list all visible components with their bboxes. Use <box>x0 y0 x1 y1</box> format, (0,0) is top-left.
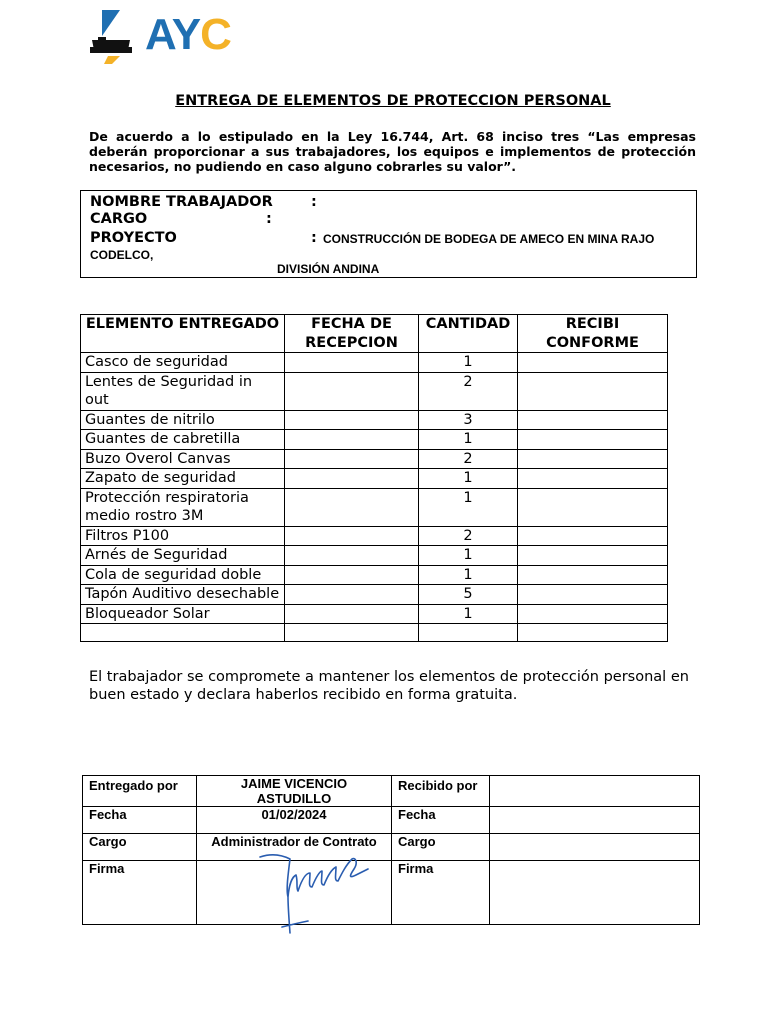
table-row <box>81 526 668 546</box>
received-ok-cell[interactable] <box>518 372 668 410</box>
table-row <box>81 410 668 430</box>
table-row <box>81 624 668 642</box>
cargo-label-right: Cargo <box>392 834 490 861</box>
logo-letter-a: A <box>145 10 172 59</box>
document-title: ENTREGA DE ELEMENTOS DE PROTECCION PERSONAL <box>175 93 611 109</box>
logo-letter-y: Y <box>171 10 201 59</box>
quantity-cell: 1 <box>419 488 518 526</box>
receipt-date-cell[interactable] <box>285 624 419 642</box>
column-header-date: FECHA DE RECEPCION <box>285 315 419 353</box>
delivered-by-value[interactable]: JAIME VICENCIO ASTUDILLO <box>197 776 392 807</box>
received-ok-cell[interactable] <box>518 565 668 585</box>
receipt-date-cell[interactable] <box>285 585 419 605</box>
table-row <box>81 430 668 450</box>
date-label: Fecha <box>83 807 197 834</box>
quantity-cell: 5 <box>419 585 518 605</box>
receipt-date-cell[interactable] <box>285 604 419 624</box>
quantity-cell: 1 <box>419 430 518 450</box>
logo-mark-icon <box>90 10 142 68</box>
received-ok-cell[interactable] <box>518 430 668 450</box>
date-value[interactable]: 01/02/2024 <box>197 807 392 834</box>
table-row <box>83 807 700 834</box>
receipt-date-cell[interactable] <box>285 430 419 450</box>
item-name-cell: Guantes de nitrilo <box>81 410 285 430</box>
date-label-right: Fecha <box>392 807 490 834</box>
received-ok-cell[interactable] <box>518 410 668 430</box>
commitment-paragraph: El trabajador se compromete a mantener los elementos de protección personal en buen estado y declara haberlos recibido en forma gratuita. <box>89 669 689 703</box>
received-ok-cell[interactable] <box>518 353 668 373</box>
table-header-row <box>81 315 668 353</box>
intro-paragraph: De acuerdo a lo estipulado en la Ley 16.744, Art. 68 inciso tres “Las empresas deberán proporcionar a sus trabajadores, los equipos e implementos de protección necesarios, no pudiendo en caso alguno cobrarles su valor”. <box>89 129 696 174</box>
received-ok-cell[interactable] <box>518 449 668 469</box>
worker-project-label: PROYECTO <box>90 230 177 246</box>
worker-name-colon: : <box>311 194 317 210</box>
table-row <box>81 604 668 624</box>
table-row <box>81 469 668 489</box>
quantity-cell: 1 <box>419 604 518 624</box>
item-name-cell: Lentes de Seguridad in out <box>81 372 285 410</box>
quantity-cell: 2 <box>419 526 518 546</box>
quantity-cell: 1 <box>419 469 518 489</box>
received-ok-cell[interactable] <box>518 526 668 546</box>
received-ok-cell[interactable] <box>518 469 668 489</box>
item-name-cell: Cola de seguridad doble <box>81 565 285 585</box>
item-name-cell: Bloqueador Solar <box>81 604 285 624</box>
column-header-quantity: CANTIDAD <box>419 315 518 353</box>
item-name-cell <box>81 624 285 642</box>
received-ok-cell[interactable] <box>518 488 668 526</box>
table-row <box>83 834 700 861</box>
received-ok-cell[interactable] <box>518 604 668 624</box>
receipt-date-cell[interactable] <box>285 353 419 373</box>
received-ok-cell[interactable] <box>518 585 668 605</box>
table-row <box>81 353 668 373</box>
worker-project-value-line2: CODELCO, <box>90 248 154 262</box>
quantity-cell: 1 <box>419 565 518 585</box>
quantity-cell <box>419 624 518 642</box>
cargo-value-right[interactable] <box>490 834 700 861</box>
receipt-date-cell[interactable] <box>285 488 419 526</box>
firma-label-right: Firma <box>392 861 490 925</box>
worker-cargo-label: CARGO <box>90 211 148 227</box>
table-row <box>83 861 700 925</box>
logo-letter-c: C <box>200 10 231 59</box>
table-row <box>83 776 700 807</box>
firma-value-right[interactable] <box>490 861 700 925</box>
received-ok-cell[interactable] <box>518 546 668 566</box>
signature-table <box>82 775 700 925</box>
item-name-cell: Zapato de seguridad <box>81 469 285 489</box>
receipt-date-cell[interactable] <box>285 526 419 546</box>
worker-info-box <box>80 190 697 278</box>
receipt-date-cell[interactable] <box>285 565 419 585</box>
receipt-date-cell[interactable] <box>285 469 419 489</box>
cargo-value[interactable]: Administrador de Contrato <box>197 834 392 861</box>
quantity-cell: 2 <box>419 449 518 469</box>
quantity-cell: 1 <box>419 546 518 566</box>
cargo-label: Cargo <box>83 834 197 861</box>
item-name-cell: Buzo Overol Canvas <box>81 449 285 469</box>
receipt-date-cell[interactable] <box>285 449 419 469</box>
item-name-cell: Protección respiratoria medio rostro 3M <box>81 488 285 526</box>
item-name-cell: Tapón Auditivo desechable <box>81 585 285 605</box>
worker-project-colon: : <box>311 230 317 246</box>
receipt-date-cell[interactable] <box>285 372 419 410</box>
quantity-cell: 2 <box>419 372 518 410</box>
table-row <box>81 565 668 585</box>
received-ok-cell[interactable] <box>518 624 668 642</box>
table-row <box>81 585 668 605</box>
received-by-value[interactable] <box>490 776 700 807</box>
worker-project-value-line3: DIVISIÓN ANDINA <box>277 262 380 276</box>
table-row <box>81 372 668 410</box>
item-name-cell: Arnés de Seguridad <box>81 546 285 566</box>
received-by-label: Recibido por <box>392 776 490 807</box>
ppe-items-table <box>80 314 668 642</box>
date-value-right[interactable] <box>490 807 700 834</box>
item-name-cell: Guantes de cabretilla <box>81 430 285 450</box>
table-row <box>81 488 668 526</box>
worker-project-value-line1: CONSTRUCCIÓN DE BODEGA DE AMECO EN MINA RAJO <box>323 232 655 246</box>
receipt-date-cell[interactable] <box>285 410 419 430</box>
receipt-date-cell[interactable] <box>285 546 419 566</box>
handwritten-signature <box>252 845 377 945</box>
quantity-cell: 1 <box>419 353 518 373</box>
firma-label: Firma <box>83 861 197 925</box>
worker-cargo-colon: : <box>266 211 272 227</box>
company-logo <box>90 10 250 68</box>
table-row <box>81 449 668 469</box>
column-header-element: ELEMENTO ENTREGADO <box>81 315 285 353</box>
delivered-by-label: Entregado por <box>83 776 197 807</box>
table-row <box>81 546 668 566</box>
item-name-cell: Filtros P100 <box>81 526 285 546</box>
column-header-received: RECIBI CONFORME <box>518 315 668 353</box>
item-name-cell: Casco de seguridad <box>81 353 285 373</box>
worker-name-label: NOMBRE TRABAJADOR <box>90 194 273 210</box>
quantity-cell: 3 <box>419 410 518 430</box>
